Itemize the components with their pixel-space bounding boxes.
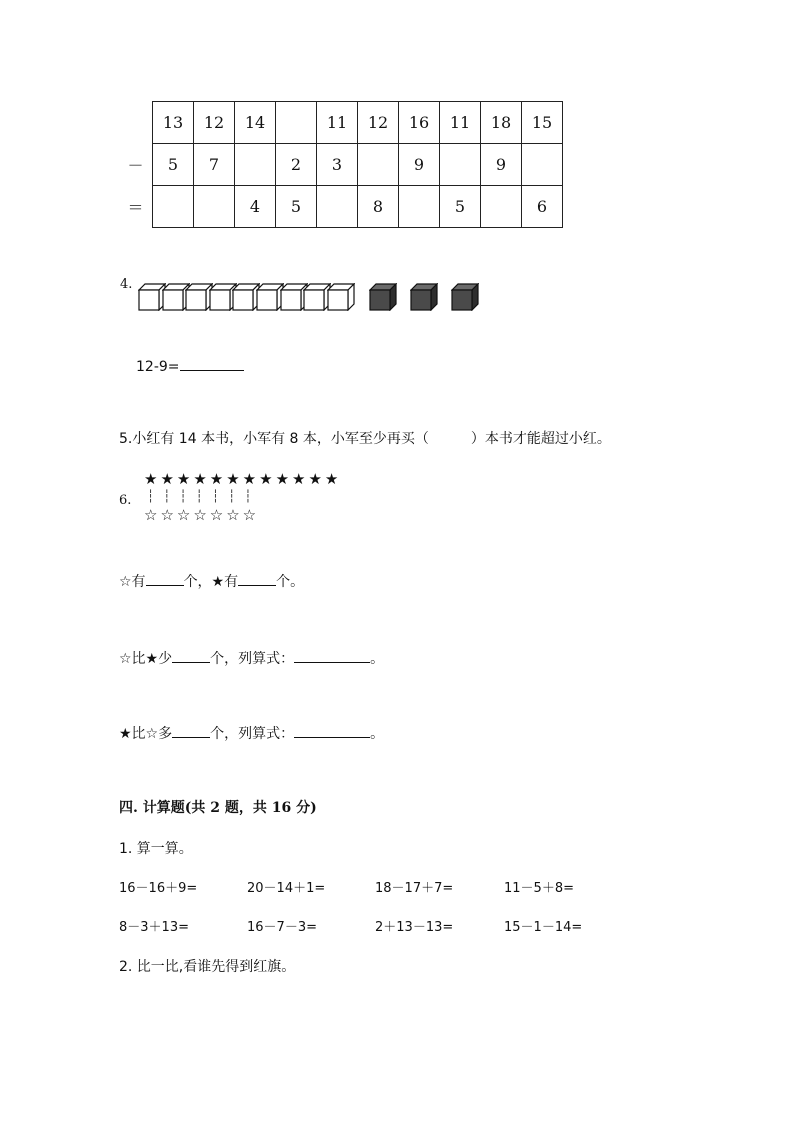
text: ☆有: [119, 574, 146, 590]
question-5: [119, 428, 611, 448]
table-cell: 9: [481, 144, 522, 186]
equation-text: 12-9=: [136, 359, 180, 375]
table-row-difference: [119, 186, 563, 228]
equals-sign: ＝: [127, 198, 144, 217]
dashed-connectors: ┆┆┆┆┆┆┆: [147, 489, 261, 503]
question-4-number: 4.: [120, 277, 133, 292]
answer-blank[interactable]: [172, 648, 210, 663]
table-cell: [481, 186, 522, 228]
black-stars-row: ★★★★★★★★★★★★: [144, 470, 342, 488]
text: ★比☆多: [119, 726, 173, 742]
table-op-cell: [119, 102, 153, 144]
minus-sign: －: [127, 156, 144, 175]
question-6-line-1: [119, 571, 304, 591]
question-5-text-before: 5.小红有 14 本书，小军有 8 本，小军至少再买（: [119, 431, 429, 447]
answer-blank[interactable]: [146, 571, 184, 586]
table-row-subtrahend: [119, 144, 563, 186]
dark-cube: [410, 283, 438, 311]
table-cell: [399, 186, 440, 228]
calc-item: 18－17＋7=: [375, 881, 454, 896]
calc-item: 20－14＋1=: [247, 881, 326, 896]
table-cell: [276, 102, 317, 144]
calc-item: 16－16＋9=: [119, 881, 198, 896]
section-4-title: 四. 计算题(共 2 题，共 16 分): [119, 800, 317, 816]
answer-blank[interactable]: [294, 648, 370, 663]
dark-cube: [451, 283, 479, 311]
calc-item: 15－1－14=: [504, 920, 583, 935]
text: ☆比★少: [119, 651, 173, 667]
dark-cube: [369, 283, 397, 311]
section-4-question-1-title: 1. 算一算。: [119, 841, 193, 857]
text: 个，列算式：: [210, 651, 295, 667]
subtraction-table: [119, 101, 563, 228]
table-cell: 5: [276, 186, 317, 228]
table-cell: 15: [522, 102, 563, 144]
table-cell: [153, 186, 194, 228]
table-cell: 4: [235, 186, 276, 228]
table-cell: 6: [522, 186, 563, 228]
table-cell: 13: [153, 102, 194, 144]
answer-blank[interactable]: [180, 356, 244, 371]
section-4-question-2-title: 2. 比一比,看谁先得到红旗。: [119, 959, 296, 975]
table-cell: 5: [440, 186, 481, 228]
text: 个，★有: [183, 574, 239, 590]
table-cell: [522, 144, 563, 186]
table-cell: 12: [194, 102, 235, 144]
table-cell: [358, 144, 399, 186]
table-cell: 7: [194, 144, 235, 186]
table-cell: 3: [317, 144, 358, 186]
table-row-minuend: [119, 102, 563, 144]
question-6-line-2: [119, 648, 384, 668]
white-stars-row: ☆☆☆☆☆☆☆: [144, 506, 260, 524]
table-cell: [317, 186, 358, 228]
table-cell: 9: [399, 144, 440, 186]
table-cell: 11: [317, 102, 358, 144]
table-cell: 12: [358, 102, 399, 144]
calc-item: 2＋13－13=: [375, 920, 454, 935]
question-5-text-after: ）本书才能超过小红。: [470, 431, 611, 447]
table-cell: 16: [399, 102, 440, 144]
question-6-number: 6.: [119, 493, 132, 508]
table-cell: [235, 144, 276, 186]
table-cell: [440, 144, 481, 186]
question-6-line-3: [119, 723, 384, 743]
table-cell: [194, 186, 235, 228]
table-cell: 14: [235, 102, 276, 144]
white-cube: [327, 283, 355, 311]
table-cell: 11: [440, 102, 481, 144]
text: 。: [370, 651, 385, 667]
table-cell: 8: [358, 186, 399, 228]
table-cell: 5: [153, 144, 194, 186]
answer-blank[interactable]: [238, 571, 276, 586]
calc-item: 11－5＋8=: [504, 881, 574, 896]
text: 。: [370, 726, 385, 742]
table-cell: 18: [481, 102, 522, 144]
text: 个，列算式：: [210, 726, 295, 742]
text: 个。: [276, 574, 305, 590]
question-4-equation: [136, 356, 244, 375]
calc-item: 16－7－3=: [247, 920, 317, 935]
calc-item: 8－3＋13=: [119, 920, 189, 935]
answer-blank[interactable]: [294, 723, 370, 738]
table-cell: 2: [276, 144, 317, 186]
answer-blank[interactable]: [172, 723, 210, 738]
